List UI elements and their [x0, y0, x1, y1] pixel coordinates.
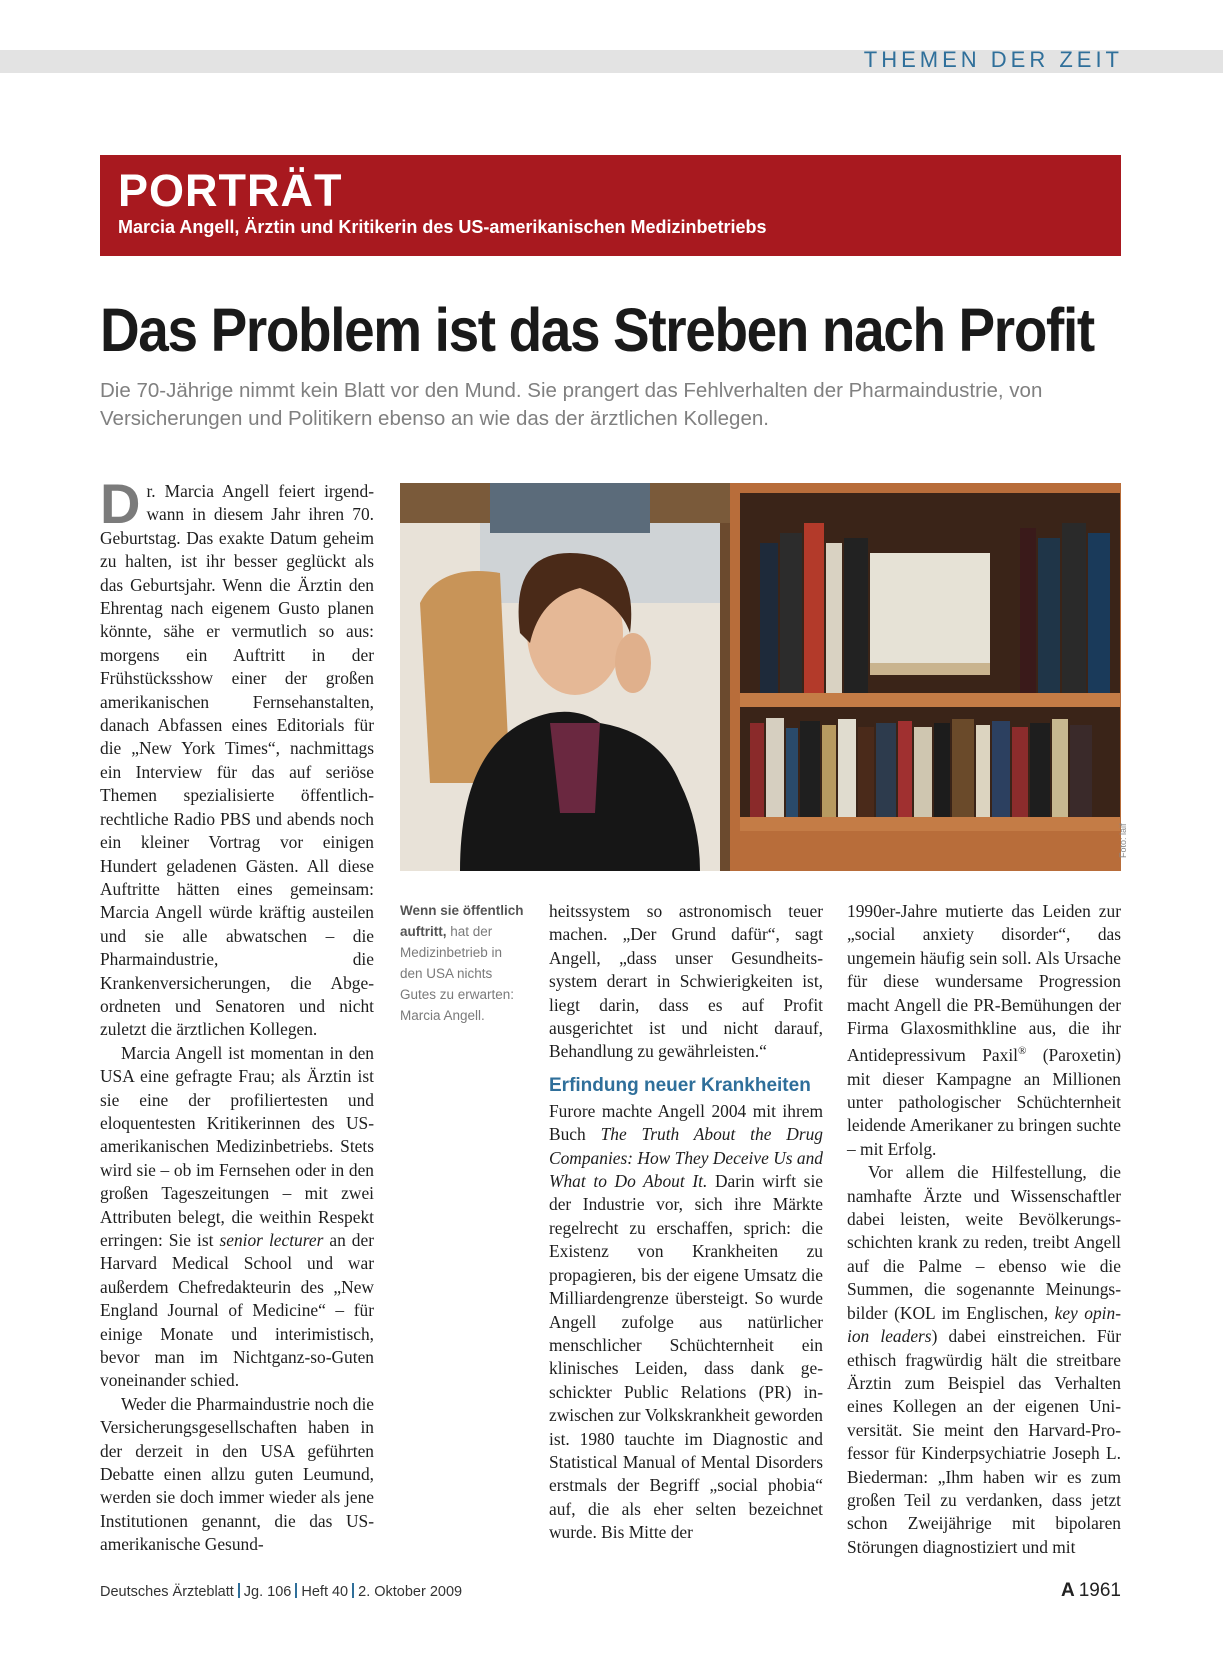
page-footer — [100, 1583, 462, 1600]
text-column-3 — [847, 900, 1121, 1559]
journal-volume: Jg. 106 — [243, 1584, 292, 1600]
journal-date: 2. Oktober 2009 — [358, 1584, 463, 1600]
article-lead: Die 70-Jährige nimmt kein Blatt vor den Mund. Sie prangert das Fehlverhalten der Pharmaindustrie, von Versicherungen und Politikern ebenso an wie das der ärztlichen Kollegen. — [100, 379, 1043, 430]
banner-kicker: PORTRÄT — [118, 165, 343, 216]
photo-credit: Foto: laif — [1118, 823, 1128, 858]
paragraph: heitssystem so astronomisch teuer machen. „Der Grund dafür“, sagt Angell, „dass unser Gesundheitssystem derart in Schwierigkeiten ist, liegt darin, dass es auf Profit ausgerichtet ist und nicht darauf, Behandlung zu gewährleisten.“ — [549, 901, 823, 1062]
drop-cap: D — [100, 472, 141, 535]
paragraph: Dr. Marcia Angell feiert irgendwann in diesem Jahr ihren 70. Geburtstag. Das exakte Datum geheim zu halten, ist ihr besser geglückt als das Geburtsjahr. Wenn die Ärztin den Ehrentag nach eigenem Gusto planen könnte, sähe er vermutlich so aus: morgens ein Auftritt in der Frühstücksshow einer der großen amerikanischen Fernsehanstalten, danach Abfassen eines Editorials für die „New York Times“, nachmittags ein Interview für das auf seriöse Themen spezialisierte öffentlich-rechtliche Radio PBS und abends noch ein kleiner Vortrag vor einigen Hundert geladenen Gästen. All diese Auftritte hätten eines gemeinsam: Marcia Angell würde kräftig austeilen und sie alle abwatschen – die Pharmaindustrie, die Krankenversicherungen, die Abgeordneten und Senatoren und nicht zuletzt die ärztlichen Kollegen. — [100, 472, 374, 1040]
page-number: A 1961 — [1060, 1580, 1121, 1601]
footer-separator — [238, 1583, 240, 1598]
banner-subtitle: Marcia Angell, Ärztin und Kritikerin des US-amerikanischen Medizinbetriebs — [118, 217, 767, 237]
paragraph: 1990er-Jahre mutierte das Leiden zur „social anxiety disorder“, das ungemein häufig sein soll. Als Ursache für diese wundersame Progression macht Angell die PR-Bemühungen der Firma Glaxosmithkline aus, die ihr Antidepressivum Paxil® (Paroxetin) mit dieser Kampagne an Millionen unter pathologischer Schüchternheit leidende Amerikaner zu bringen suchte – mit Erfolg. — [847, 901, 1121, 1159]
paragraph: Vor allem die Hilfestellung, die namhafte Ärzte und Wissenschaftler dabei leisten, weite Bevölkerungsschichten krank zu reden, treibt Angell auf die Palme – ebenso wie die Summen, die sogenannte Meinungsbilder (KOL im Englischen, key opinion leaders) dabei einstreichen. Für ethisch fragwürdig hält die streitbare Ärztin zum Beispiel das Verhalten eines Kollegen an der eigenen Universität. Sie meint den Harvard-Professor für Kinderpsychiatrie Joseph L. Biederman: „Ihm haben wir es zum großen Teil zu verdanken, dass jetzt schon Zweijährige mit bipolaren Störungen diagnostiziert und mit — [847, 1162, 1122, 1557]
paragraph: Weder die Pharmaindustrie noch die Versicherungsgesellschaften haben in der derzeit in den USA geführten Debatte einen allzu guten Leumund, werden sie doch immer wieder als jene Institutionen genannt, die das US-amerikanische Gesund- — [100, 1393, 374, 1555]
journal-issue: Heft 40 — [301, 1584, 349, 1600]
paragraph: Furore machte Angell 2004 mit ihrem Buch The Truth About the Drug Companies: How They Deceive Us and What to Do About It. Darin wirft sie der Industrie vor, sich ihre Märkte regelrecht zu erschaffen, sprich: die Existenz von Krankheiten zu propagieren, bis der eigene Umsatz die Milliardengrenze übersteigt. So wurde Angell zufolge aus natürlicher menschlicher Schüchternheit ein klinisches Leiden, dass dank geschickter Public Relations (PR) inzwischen zur Volkskrankheit geworden ist. 1980 tauchte im Diagnostic and Statistical Manual of Mental Disorders erstmals der Begriff „social phobia“ auf, die als eher selten bezeichnet wurde. Bis Mitte der — [549, 1100, 823, 1543]
section-label: THEMEN DER ZEIT — [863, 47, 1123, 72]
journal-name: Deutsches Ärzteblatt — [100, 1584, 234, 1600]
article-headline: Das Problem ist das Streben nach Profit — [100, 296, 1094, 364]
paragraph: Marcia Angell ist momentan in den USA eine gefragte Frau; als Ärztin ist sie eine der profiliertesten und eloquentesten Kritikerinnen des US-amerikanischen Medizinbetriebs. Stets wird sie – ob im Fernsehen oder in den großen Tageszeitungen – mit zwei Attributen belegt, die weithin Respekt erringen: Sie ist senior lecturer an der Harvard Medical School und war außerdem Chefredakteurin des „New England Journal of Medicine“ – für einige Monate und interimistisch, bevor man im Nichtganz-so-Guten voneinander schied. — [100, 1042, 374, 1391]
text-column-2 — [549, 900, 823, 1545]
footer-separator — [352, 1583, 354, 1598]
footer-separator — [295, 1583, 297, 1598]
text-column-1 — [100, 472, 374, 1557]
portrait-photo — [400, 483, 1121, 871]
section-subhead: Erfindung neuer Krankheiten — [549, 1074, 811, 1096]
photo-caption: Wenn sie öffentlich auftritt, hat der Medizinbetrieb in den USA nichts Gutes zu erwarten: Marcia Angell. — [400, 903, 524, 1023]
